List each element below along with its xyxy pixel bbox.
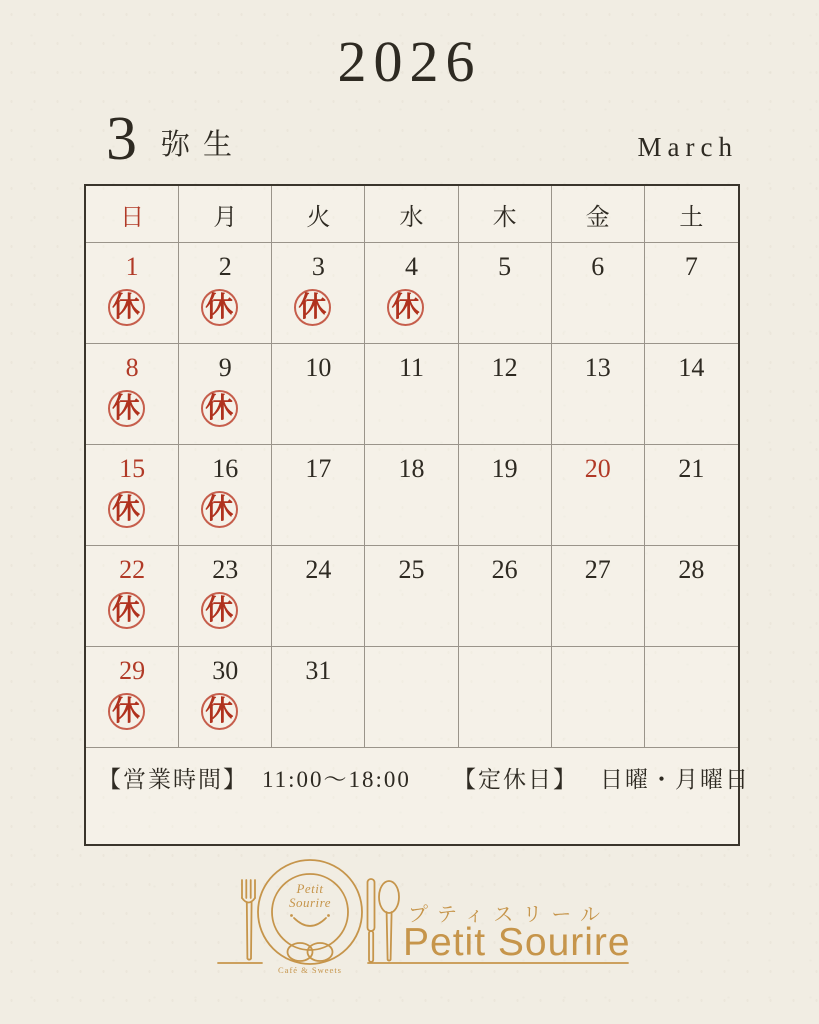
date-number: 16: [212, 454, 239, 483]
date-number: 4: [404, 252, 418, 281]
date-number: 31: [305, 656, 332, 685]
hours-value: 11:00〜18:00: [262, 767, 411, 792]
day-cell-31: [272, 647, 365, 748]
day-cell-12: [459, 344, 552, 445]
date-number: 26: [491, 555, 518, 584]
day-cell-8: [86, 344, 179, 445]
day-cell-13: [552, 344, 645, 445]
date-number: 20: [584, 454, 611, 483]
date-number: 18: [398, 454, 425, 483]
day-cell-19: [459, 445, 552, 546]
day-cell-27: [552, 546, 645, 647]
date-number: 22: [119, 555, 146, 584]
closed-stamp-icon: 休: [108, 592, 145, 629]
date-number: 19: [491, 454, 518, 483]
day-cell-10: [272, 344, 365, 445]
weekday-header-月: 月: [179, 186, 272, 243]
day-cell-9: [179, 344, 272, 445]
knife-icon: [368, 879, 375, 962]
day-cell-22: [86, 546, 179, 647]
weekday-header-水: 水: [365, 186, 458, 243]
day-cell-empty: [645, 647, 738, 748]
month-english-name: March: [637, 132, 738, 162]
date-number: 17: [305, 454, 332, 483]
date-number: 30: [212, 656, 239, 685]
day-cell-5: [459, 243, 552, 344]
date-grid: [86, 243, 738, 748]
closed-days-value: 日曜・月曜日: [599, 767, 750, 792]
weekday-header-金: 金: [552, 186, 645, 243]
fork-icon: [242, 880, 255, 960]
day-cell-empty: [365, 647, 458, 748]
closed-stamp-icon: 休: [201, 693, 238, 730]
closed-stamp-icon: 休: [108, 491, 145, 528]
year-title: 2026: [337, 29, 482, 94]
date-number: 13: [584, 353, 611, 382]
day-cell-16: [179, 445, 272, 546]
closed-stamp-icon: 休: [108, 390, 145, 427]
day-cell-empty: [552, 647, 645, 748]
day-cell-21: [645, 445, 738, 546]
info-row: [86, 748, 750, 847]
closed-days-label: 【定休日】: [452, 767, 578, 792]
closed-stamp-icon: 休: [201, 592, 238, 629]
day-cell-26: [459, 546, 552, 647]
date-number: 11: [398, 353, 425, 382]
date-number: 7: [684, 252, 698, 281]
date-number: 24: [305, 555, 332, 584]
day-cell-14: [645, 344, 738, 445]
date-number: 28: [678, 555, 705, 584]
date-number: 9: [218, 353, 232, 382]
date-number: 10: [305, 353, 332, 382]
smile-icon: [290, 914, 330, 926]
weekday-header-木: 木: [459, 186, 552, 243]
day-cell-25: [365, 546, 458, 647]
day-cell-17: [272, 445, 365, 546]
weekday-header-火: 火: [272, 186, 365, 243]
day-cell-18: [365, 445, 458, 546]
shop-logo: [190, 855, 640, 1015]
closed-stamp-icon: 休: [387, 289, 424, 326]
day-cell-23: [179, 546, 272, 647]
weekday-header-土: 土: [645, 186, 738, 243]
date-number: 3: [311, 252, 325, 281]
closed-stamp-icon: 休: [201, 390, 238, 427]
day-cell-3: [272, 243, 365, 344]
date-number: 15: [119, 454, 146, 483]
date-number: 29: [119, 656, 146, 685]
plate-script-line1: Petit: [296, 881, 324, 896]
day-cell-20: [552, 445, 645, 546]
plate-icon: [258, 860, 362, 975]
date-number: 1: [125, 252, 139, 281]
weekday-header-日: 日: [86, 186, 179, 243]
day-cell-6: [552, 243, 645, 344]
day-cell-29: [86, 647, 179, 748]
closed-stamp-icon: 休: [294, 289, 331, 326]
month-japanese-name: 弥生: [161, 129, 246, 161]
day-cell-30: [179, 647, 272, 748]
logo-name: Petit Sourire: [403, 921, 631, 964]
spoon-icon: [379, 881, 399, 961]
date-number: 5: [498, 252, 512, 281]
closed-stamp-icon: 休: [201, 491, 238, 528]
day-cell-4: [365, 243, 458, 344]
day-cell-empty: [459, 647, 552, 748]
date-number: 14: [678, 353, 705, 382]
weekday-row: [86, 186, 738, 243]
logo-katakana: プティスリール: [408, 904, 609, 926]
plate-caption: Café & Sweets: [278, 965, 342, 975]
day-cell-24: [272, 546, 365, 647]
closed-stamp-icon: 休: [108, 693, 145, 730]
day-cell-11: [365, 344, 458, 445]
day-cell-15: [86, 445, 179, 546]
date-number: 23: [212, 555, 239, 584]
day-cell-28: [645, 546, 738, 647]
date-number: 25: [398, 555, 425, 584]
month-number: 3: [106, 105, 137, 173]
date-number: 12: [491, 353, 518, 382]
calendar-table: [84, 184, 750, 846]
plate-script-line2: Sourire: [288, 895, 332, 910]
day-cell-7: [645, 243, 738, 344]
month-header: [84, 104, 740, 173]
hours-label: 【営業時間】: [98, 767, 248, 792]
closed-stamp-icon: 休: [201, 289, 238, 326]
date-number: 21: [678, 454, 705, 483]
date-number: 6: [591, 252, 605, 281]
closed-stamp-icon: 休: [108, 289, 145, 326]
date-number: 2: [218, 252, 232, 281]
date-number: 8: [125, 353, 139, 382]
day-cell-1: [86, 243, 179, 344]
date-number: 27: [584, 555, 611, 584]
day-cell-2: [179, 243, 272, 344]
